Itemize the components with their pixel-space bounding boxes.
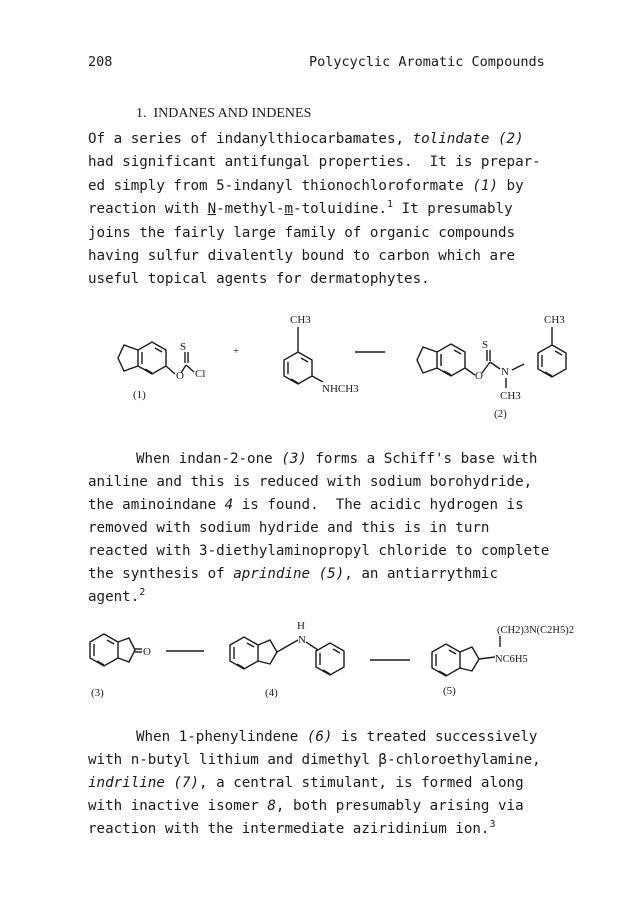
text-run: ed simply from 5-indanyl thionochloroformate — [88, 178, 473, 194]
text-run: the aminoindane — [88, 497, 225, 513]
italic-run: indriline — [88, 775, 165, 791]
text-run: When indan-2-one — [136, 451, 282, 467]
compound-4-structure — [230, 637, 344, 675]
p2-line — [88, 543, 549, 559]
p3-line — [136, 729, 537, 745]
p2-line — [88, 520, 489, 536]
text-run: , both presumably arising via — [275, 798, 524, 814]
p3-line — [88, 752, 541, 768]
p1-line — [88, 131, 524, 147]
italic-run: 8 — [267, 798, 276, 814]
p3-line — [88, 798, 524, 814]
italic-run: (6) — [306, 729, 333, 745]
atom-label: N — [298, 634, 306, 646]
italic-run: tolindate (2) — [412, 131, 524, 147]
compound-2-structure — [417, 327, 566, 388]
running-title: Polycyclic Aromatic Compounds — [309, 54, 545, 70]
p3-line — [88, 821, 496, 837]
compound-label: (5) — [443, 685, 456, 697]
text-run: is found. The acidic hydrogen is — [233, 497, 524, 513]
p1-line — [88, 225, 515, 241]
text-run: with inactive isomer — [88, 798, 268, 814]
p2-line — [136, 451, 537, 467]
text-run: -methyl- — [216, 201, 285, 217]
p1-line — [88, 248, 515, 264]
text-run: having sulfur divalently bound to carbon which are — [88, 248, 516, 264]
text-run: useful topical agents for dermatophytes. — [88, 271, 430, 287]
italic-run: (3) — [281, 451, 307, 467]
section-heading — [136, 106, 311, 122]
text-run: When 1-phenylindene — [136, 729, 307, 745]
compound-3-structure — [90, 634, 142, 666]
text-run: Of a series of indanylthiocarbamates, — [88, 131, 413, 147]
reaction-scheme-2 — [0, 612, 639, 702]
atom-label: O — [475, 370, 483, 382]
text-run: aniline and this is reduced with sodium borohydride, — [88, 474, 533, 490]
text-run: forms a Schiff's base with — [306, 451, 538, 467]
p2-line — [88, 589, 145, 605]
compound-label: (3) — [91, 687, 104, 699]
text-run: It presumably — [393, 201, 513, 217]
text-run: by — [498, 178, 524, 194]
underlined-run: m — [284, 201, 294, 217]
atom-label: S — [180, 341, 187, 353]
p2-line — [88, 474, 532, 490]
atom-label: (CH2)3N(C2H5)2 — [497, 625, 574, 636]
reaction-scheme-1 — [0, 305, 639, 425]
text-run: , an antiarrythmic — [344, 566, 499, 582]
compound-label: (1) — [133, 389, 146, 401]
compound-label: (2) — [494, 408, 507, 420]
footnote-ref: 3 — [489, 819, 496, 830]
text-run: removed with sodium hydride and this is in turn — [88, 520, 490, 536]
p1-line — [88, 271, 430, 287]
atom-label: N — [501, 366, 509, 378]
text-run: reacted with 3-diethylaminopropyl chloride to complete — [88, 543, 550, 559]
text-run: reaction with — [88, 201, 208, 217]
plus-sign: + — [233, 345, 240, 357]
atom-label: NHCH3 — [322, 383, 359, 395]
text-run: -toluidine. — [293, 201, 387, 217]
text-run: had significant antifungal properties. It is prepar- — [88, 154, 541, 170]
atom-label: CH3 — [290, 314, 311, 326]
text-run: the synthesis of — [88, 566, 234, 582]
p2-line — [88, 497, 524, 513]
text-run: , a central stimulant, is formed along — [199, 775, 524, 791]
atom-label: O — [176, 370, 184, 382]
compound-5-structure — [432, 636, 500, 676]
p3-line — [88, 775, 524, 791]
p2-line — [88, 566, 498, 582]
atom-label: CH3 — [544, 314, 565, 326]
p1-line — [88, 201, 513, 217]
text-run: joins the fairly large family of organic compounds — [88, 225, 516, 241]
p1-line — [88, 154, 541, 170]
text-run: agent. — [88, 589, 140, 605]
atom-label: S — [482, 339, 489, 351]
text-run: reaction with the intermediate aziridinium ion. — [88, 821, 490, 837]
toluidine-structure — [284, 327, 323, 384]
italic-run: 4 — [224, 497, 234, 513]
text-run: with n-butyl lithium and dimethyl β-chloroethylamine, — [88, 752, 541, 768]
underlined-run: N — [207, 201, 217, 217]
section-number: 1. — [136, 106, 147, 121]
atom-label: Cl — [195, 368, 206, 380]
italic-run: (1) — [472, 178, 498, 194]
atom-label: O — [143, 646, 151, 658]
p1-line — [88, 178, 524, 194]
section-title: INDANES AND INDENES — [153, 106, 312, 121]
page-number: 208 — [88, 54, 113, 70]
atom-label: CH3 — [500, 390, 521, 402]
atom-label: NC6H5 — [495, 654, 528, 665]
footnote-ref: 1 — [387, 199, 394, 210]
compound-label: (4) — [265, 687, 278, 699]
atom-label: H — [297, 620, 305, 632]
footnote-ref: 2 — [139, 587, 146, 598]
italic-run: aprindine (5) — [233, 566, 345, 582]
italic-run: (7) — [173, 775, 200, 791]
text-run: is treated successively — [332, 729, 538, 745]
